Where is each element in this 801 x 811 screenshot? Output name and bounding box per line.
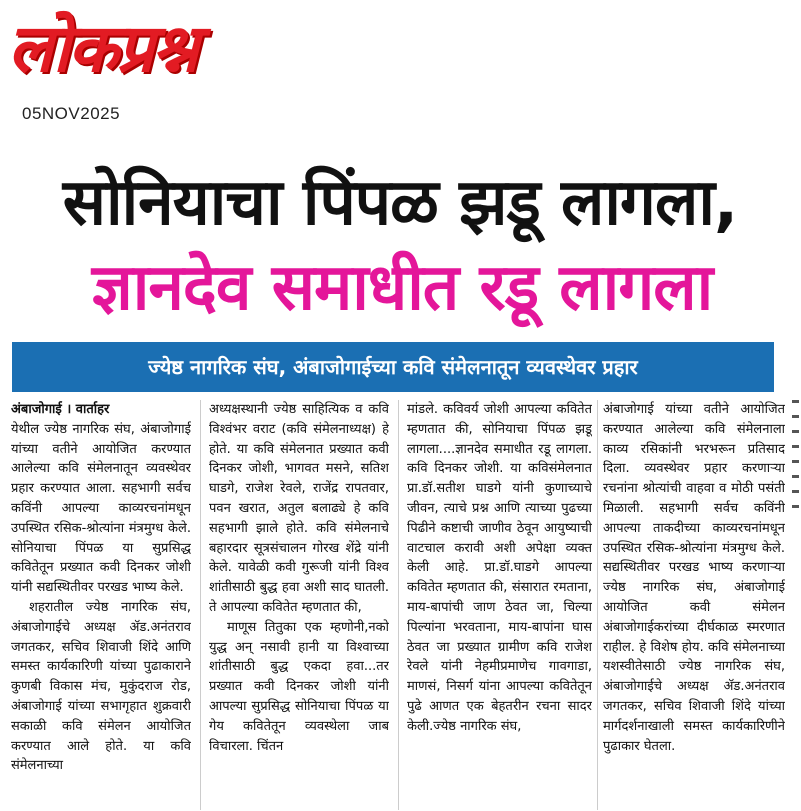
- article-body: [11, 400, 793, 810]
- article-column-1: [11, 400, 191, 810]
- column-divider: [398, 400, 399, 810]
- article-paragraph: मांडले. कविवर्य जोशी आपल्या कवितेत म्हणतात की, सोनियाचा पिंपळ झडू लागला....ज्ञानदेव समाधीत रडू लागला. कवि दिनकर जोशी. या कविसंमेलनात प्रा.डॉ.सतीश घाडगे यांनी कुणाच्याचे जीवन, त्याचे प्रश्न आणि त्याच्या पुढच्या पिढीने कष्टाची जाणीव ठेवून आयुष्याची वाटचाल करावी अशी अपेक्षा व्यक्त केली आहे. प्रा.डॉ.घाडगे आपल्या कवितेत म्हणतात की, संसारात रमताना, माय-बापांची जाण ठेवत जा, चिल्या पिल्यांना भरवताना, माय-बापांना घास ठेवत जा प्रख्यात ग्रामीण कवि राजेश रेवले यांनी नेहमीप्रमाणेच गावगाडा, माणसं, निसर्ग यांना आपल्या कवितेतून पुढे आणत एक बेहतरीन रचना सादर केली.ज्येष्ठ नागरिक संघ,: [407, 402, 592, 734]
- article-column-3: [407, 400, 592, 810]
- article-dateline: अंबाजोगाई । वार्ताहर: [11, 402, 110, 417]
- article-paragraph: अध्यक्षस्थानी ज्येष्ठ साहित्यिक व कवि विश्वंभर वराट (कवि संमेलनाध्यक्ष) हे होते. या कवि संमेलनात प्रख्यात कवी दिनकर जोशी, भागवत मसने, सतिश घाडगे, राजेश रेवले, राजेंद्र रापतवार, पवन खरात, अतुल बलाढ्ये हे कवि सहभागी झाले होते. कवि संमेलनाचे बहारदार सूत्रसंचालन गोरख शेंद्रे यांनी केले. यावेळी कवी गुरूजी यांनी विश्व शांतीसाठी बुद्ध हवा अशी साद घातली. ते आपल्या कवितेत म्हणतात की,: [209, 402, 389, 615]
- article-column-4: [603, 400, 785, 810]
- headline-line-2: ज्ञानदेव समाधीत रडू लागला: [91, 251, 713, 325]
- column-divider: [200, 400, 201, 810]
- article-paragraph: येथील ज्येष्ठ नागरिक संघ, अंबाजोगाई यांच्या वतीने आयोजित करण्यात आलेल्या कवि संमेलनातून व्यवस्थेवर प्रहार करण्यात आला. सहभागी सर्वच कविंनी आपल्या काव्यरचनांमधून उपस्थित रसिक-श्रोत्यांना मंत्रमुग्ध केले. सोनियाचा पिंपळ या सुप्रसिद्ध कवितेतून प्रख्यात कवी दिनकर जोशी यांनी सद्यस्थितीवर परखड भाष्य केले.: [11, 421, 191, 596]
- logo-wordmark: लोकप्रश्न: [8, 10, 197, 87]
- subheading-text: ज्येष्ठ नागरिक संघ, अंबाजोगाईच्या कवि संमेलनातून व्यवस्थेवर प्रहार: [148, 355, 638, 379]
- article-paragraph: अंबाजोगाई यांच्या वतीने आयोजित करण्यात आलेल्या कवि संमेलनाला काव्य रसिकांनी भरभरून प्रतिसाद दिला. व्यवस्थेवर प्रहार करणाऱ्या रचनांना श्रोत्यांची वाहवा व मोठी पसंती मिळाली. सहभागी सर्वच कविंनी आपल्या ताकदीच्या काव्यरचनांमधून उपस्थित रसिक-श्रोत्यांना मंत्रमुग्ध केले. सद्यस्थितीवर परखड भाष्य करणाऱ्या ज्येष्ठ नागरिक संघ, अंबाजोगाई आयोजित कवी संमेलन अंबाजोगाईकरांच्या दीर्घकाळ स्मरणात राहील. हे विशेष होय. कवि संमेलनाच्या यशस्वीतेसाठी ज्येष्ठ नागरिक संघ, अंबाजोगाईचे अध्यक्ष ॲड.अनंतराव जगतकर, सचिव शिवाजी शिंदे यांच्या मार्गदर्शनाखाली समस्त कार्यकारिणीने पुढाकार घेतला.: [603, 402, 785, 754]
- publication-date: 05NOV2025: [22, 104, 121, 123]
- column-divider: [597, 400, 598, 810]
- subheading-banner: [12, 342, 774, 392]
- article-column-2: [209, 400, 389, 810]
- headline-line-1: सोनियाचा पिंपळ झडू लागला,: [62, 166, 738, 240]
- masthead-logo: [8, 4, 288, 102]
- adjacent-article-edge: [790, 388, 801, 608]
- article-paragraph: माणूस तितुका एक म्हणोनी,नको युद्ध अन् नसावी हानी या विश्वाच्या शांतीसाठी बुद्ध एकदा हवा...तर प्रख्यात कवी दिनकर जोशी यांनी आपल्या सुप्रसिद्ध सोनियाचा पिंपळ या गेय कवितेतून व्यवस्थेला जाब विचारला. चिंतन: [209, 619, 389, 754]
- article-paragraph: शहरातील ज्येष्ठ नागरिक संघ, अंबाजोगाईचे अध्यक्ष ॲड.अनंतराव जगतकर, सचिव शिवाजी शिंदे आणि समस्त कार्यकारिणी यांच्या पुढाकाराने कुणबी विकास मंच, मुकुंदराज रोड, अंबाजोगाई यांच्या सभागृहात शुक्रवारी सकाळी कवि संमेलन आयोजित करण्यात आले होते. या कवि संमेलनाच्या: [11, 599, 191, 774]
